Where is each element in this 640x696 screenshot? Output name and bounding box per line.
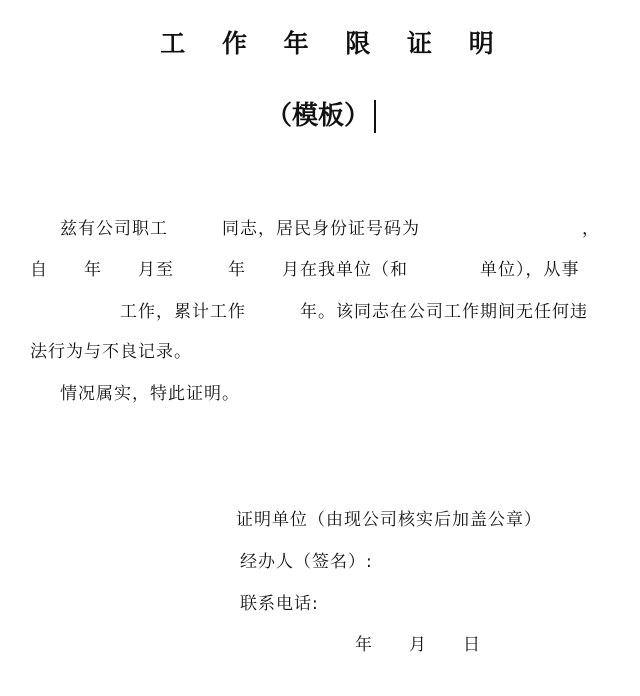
- document-title: 工 作 年 限 证 明: [160, 29, 508, 58]
- document-subtitle: （模板）: [266, 101, 371, 131]
- body-line-2: 自 年 月至 年 月在我单位（和 单位），从事: [30, 260, 580, 280]
- contact-phone-line: 联系电话:: [240, 594, 319, 614]
- body-line-5: 情况属实，特此证明。: [60, 384, 240, 404]
- date-line: 年 月 日: [355, 635, 481, 655]
- body-line-3: 工作，累计工作 年。该同志在公司工作期间无任何违: [30, 302, 588, 322]
- text-cursor: [374, 100, 376, 133]
- body-line-1: 兹有公司职工 同志，居民身份证号码为 ，: [60, 219, 600, 239]
- handler-signature-line: 经办人（签名）:: [240, 552, 373, 572]
- certifying-unit-line: 证明单位（由现公司核实后加盖公章）: [236, 510, 542, 530]
- body-line-4: 法行为与不良记录。: [30, 342, 192, 362]
